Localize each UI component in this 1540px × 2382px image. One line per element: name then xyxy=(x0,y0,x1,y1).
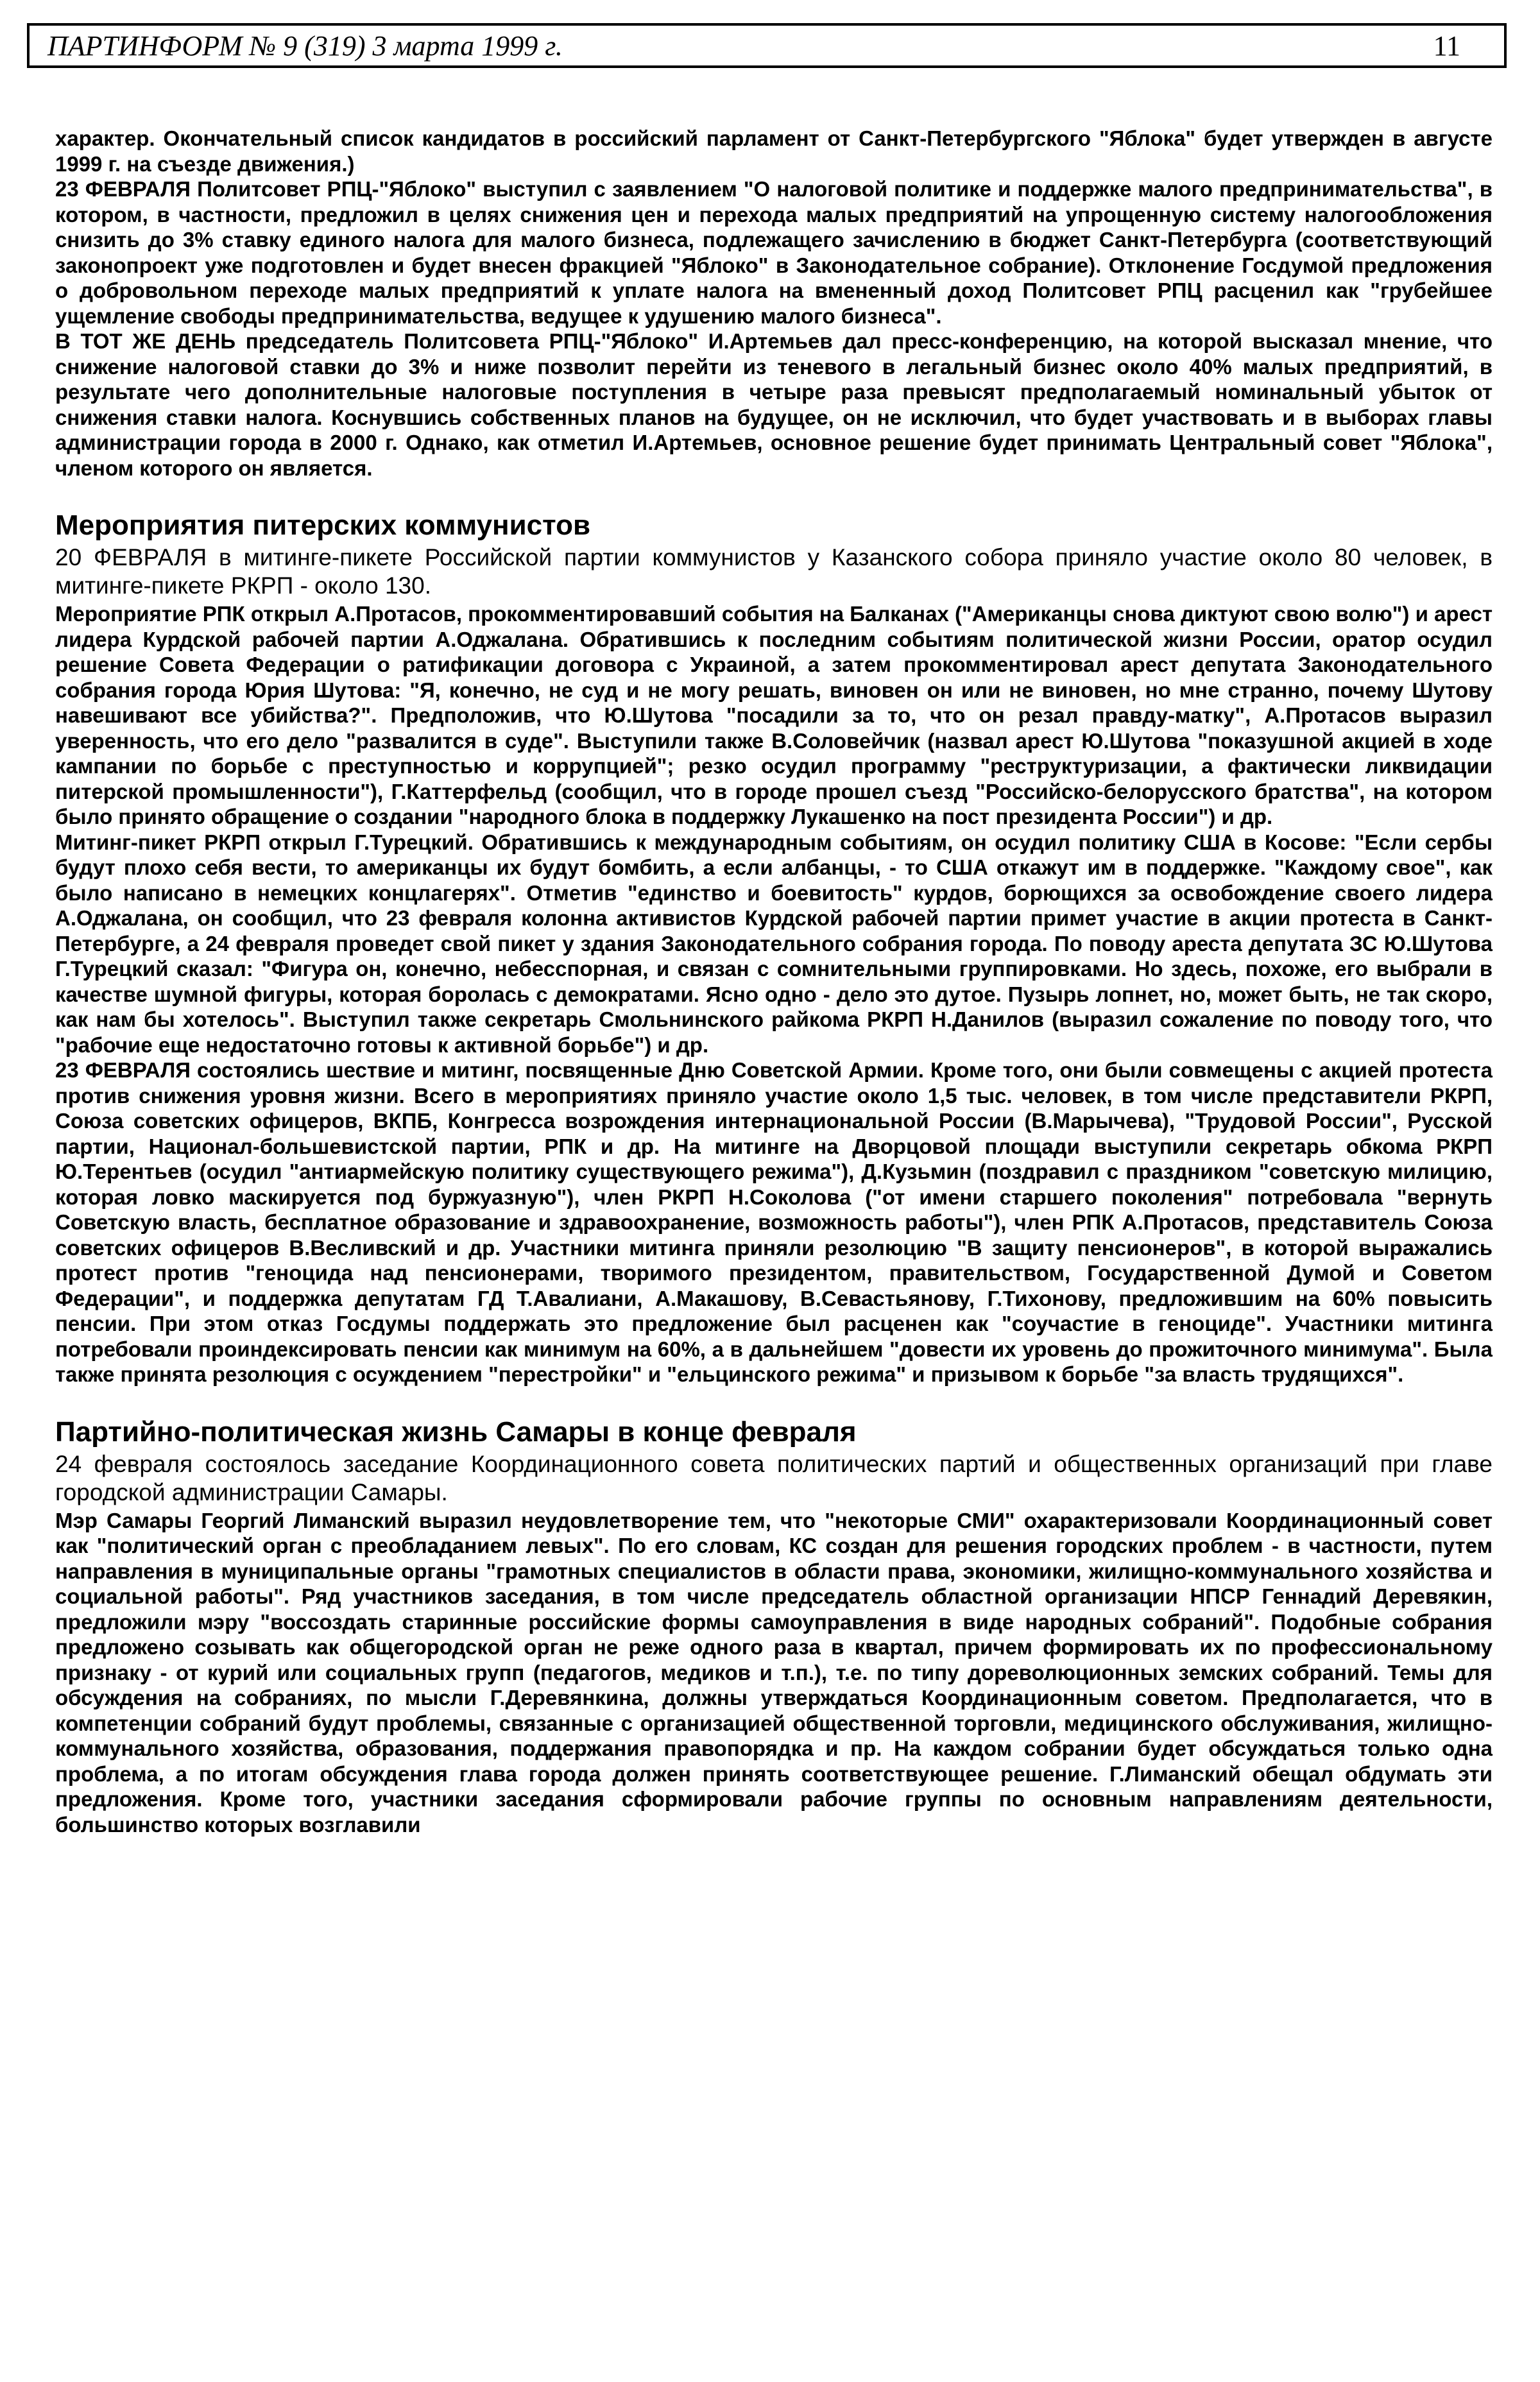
section-title: Мероприятия питерских коммунистов xyxy=(55,510,591,541)
intro-paragraph: характер. Окончательный список кандидатов в российский парламент от Санкт-Петербургского "Яблока" будет утвержден в августе 1999 г. на съезде движения.) xyxy=(55,126,1493,176)
page-number: 11 xyxy=(1433,30,1460,62)
section-title: Партийно-политическая жизнь Самары в конце февраля xyxy=(55,1416,857,1448)
section-paragraph: Митинг-пикет РКРП открыл Г.Турецкий. Обратившись к международным событиям, он осудил политику США в Косове: "Если сербы будут плохо себя вести, то американцы их будут бомбить, а если албанцы, - то США откажут им в поддержке. "Каждому свое", как было написано в немецких концлагерях". Отметив "единство и боевитость" курдов, борющихся за освобождение своего лидера А.Оджалана, он сообщил, что 23 февраля колонна активистов Курдской рабочей партии примет участие в акции протеста в Санкт-Петербурге, а 24 февраля проведет свой пикет у здания Законодательного собрания города. По поводу ареста депутата ЗС Ю.Шутова Г.Турецкий сказал: "Фигура он, конечно, небесспорная, и связан с сомнительными группировками. Но здесь, похоже, его выбрали в качестве шумной фигуры, которая боролась с демократами. Ясно одно - дело это дутое. Пузырь лопнет, но, может быть, не так скоро, как нам бы хотелось". Выступил также секретарь Смольнинского райкома РКРП Н.Данилов (выразил сожаление по поводу того, что "рабочие еще недостаточно готовы к активной борьбе") и др. xyxy=(55,830,1493,1057)
page-header xyxy=(27,23,1507,68)
publication-title: ПАРТИНФОРМ № 9 (319) 3 марта 1999 г. xyxy=(47,30,563,62)
section-lead: 24 февраля состоялось заседание Координационного совета политических партий и общественных организаций при главе городской администрации Самары. xyxy=(55,1450,1493,1505)
section-paragraph: Мероприятие РПК открыл А.Протасов, прокомментировавший события на Балканах ("Американцы снова диктуют свою волю") и арест лидера Курдской рабочей партии А.Оджалана. Обратившись к последним событиям политической жизни России, оратор осудил решение Совета Федерации о ратификации договора с Украиной, а затем прокомментировал арест депутата Законодательного собрания города Юрия Шутова: "Я, конечно, не суд и не могу решать, виновен он или не виновен, но мне странно, почему Шутову навешивают все убийства?". Предположив, что Ю.Шутова "посадили за то, что он резал правду-матку", А.Протасов выразил уверенность, что его дело "развалится в суде". Выступили также В.Соловейчик (назвал арест Ю.Шутова "показушной акцией в ходе кампании по борьбе с преступностью и коррупцией"; резко осудил программу "реструктуризации, а фактически ликвидации питерской промышленности"), Г.Каттерфельд (сообщил, что в городе прошел съезд "Российско-белорусского братства", на котором было принято обращение о создании "народного блока в поддержку Лукашенко на пост президента России") и др. xyxy=(55,602,1493,828)
section-paragraph: 23 ФЕВРАЛЯ состоялись шествие и митинг, посвященные Дню Советской Армии. Кроме того, они были совмещены с акцией протеста против снижения уровня жизни. Всего в мероприятиях приняло участие около 1,5 тыс. человек, в том числе представители РКРП, Союза советских офицеров, ВКПБ, Конгресса возрождения интернациональной России (В.Марычева), "Трудовой России", Русской партии, Национал-большевистской партии, РПК и др. На митинге на Дворцовой площади выступили секретарь обкома РКРП Ю.Терентьев (осудил "антиармейскую политику существующего режима"), Д.Кузьмин (поздравил с праздником "советскую милицию, которая ловко маскируется под буржуазную"), член РКРП Н.Соколова ("от имени старшего поколения" потребовала "вернуть Советскую власть, бесплатное образование и здравоохранение, возможность работы"), член РПК А.Протасов, представитель Союза советских офицеров В.Весливский и др. Участники митинга приняли резолюцию "В защиту пенсионеров", в которой выражались протест против "геноцида над пенсионерами, творимого президентом, правительством, Государственной Думой и Советом Федерации", и поддержка депутатам ГД Т.Авалиани, А.Макашову, В.Севастьянову, Г.Тихонову, предложившим на 60% повысить пенсии. При этом отказ Госдумы поддержать это предложение был расценен как "соучастие в геноциде". Участники митинга потребовали проиндексировать пенсии как минимум на 60%, а в дальнейшем "довести их уровень до прожиточного минимума". Была также принята резолюция с осуждением "перестройки" и "ельцинского режима" и призывом к борьбе "за власть трудящихся". xyxy=(55,1058,1493,1386)
article-body xyxy=(55,126,1493,1837)
intro-paragraph: 23 ФЕВРАЛЯ Политсовет РПЦ-"Яблоко" выступил с заявлением "О налоговой политике и поддержке малого предпринимательства", в котором, в частности, предложил в целях снижения цен и перехода малых предприятий на упрощенную систему налогообложения снизить до 3% ставку единого налога для малого бизнеса, подлежащего зачислению в бюджет Санкт-Петербурга (соответствующий законопроект уже подготовлен и будет внесен фракцией "Яблоко" в Законодательное собрание). Отклонение Госдумой предложения о добровольном переходе малых предприятий к уплате налога на вмененный доход Политсовет РПЦ расценил как "грубейшее ущемление свободы предпринимательства, ведущее к удушению малого бизнеса". xyxy=(55,177,1493,328)
section-lead: 20 ФЕВРАЛЯ в митинге-пикете Российской партии коммунистов у Казанского собора приняло участие около 80 человек, в митинге-пикете РКРП - около 130. xyxy=(55,544,1493,599)
intro-paragraph: В ТОТ ЖЕ ДЕНЬ председатель Политсовета РПЦ-"Яблоко" И.Артемьев дал пресс-конференцию, на которой высказал мнение, что снижение налоговой ставки до 3% и ниже позволит перейти из теневого в легальный бизнес около 40% малых предприятий, в результате чего дополнительные налоговые поступления в четыре раза превысят предполагаемый номинальный убыток от снижения ставки налога. Коснувшись собственных планов на будущее, он не исключил, что будет участвовать и в выборах главы администрации города в 2000 г. Однако, как отметил И.Артемьев, основное решение будет принимать Центральный совет "Яблока", членом которого он является. xyxy=(55,329,1493,480)
section-paragraph: Мэр Самары Георгий Лиманский выразил неудовлетворение тем, что "некоторые СМИ" охарактеризовали Координационный совет как "политический орган с преобладанием левых". По его словам, КС создан для решения городских проблем - в частности, путем направления в муниципальные органы "грамотных специалистов в области права, экономики, жилищно-коммунального хозяйства и социальной работы". Ряд участников заседания, в том числе председатель областной организации НПСР Геннадий Деревякин, предложили мэру "воссоздать старинные российские формы самоуправления в виде народных собраний". Подобные собрания предложено созывать как общегородской орган не реже одного раза в квартал, причем формировать их по профессиональному признаку - от курий или социальных групп (педагогов, медиков и т.п.), т.е. по типу дореволюционных земских собраний. Темы для обсуждения на собраниях, по мысли Г.Деревянкина, должны утверждаться Координационным советом. Предполагается, что в компетенции собраний будут проблемы, связанные с организацией общественной торговли, медицинского обслуживания, жилищно-коммунального хозяйства, образования, поддержания правопорядка и пр. На каждом собрании будет обсуждаться только одна проблема, а по итогам обсуждения глава города должен принять соответствующее решение. Г.Лиманский обещал обдумать эти предложения. Кроме того, участники заседания сформировали рабочие группы по основным направлениям деятельности, большинство которых возглавили xyxy=(55,1508,1493,1837)
